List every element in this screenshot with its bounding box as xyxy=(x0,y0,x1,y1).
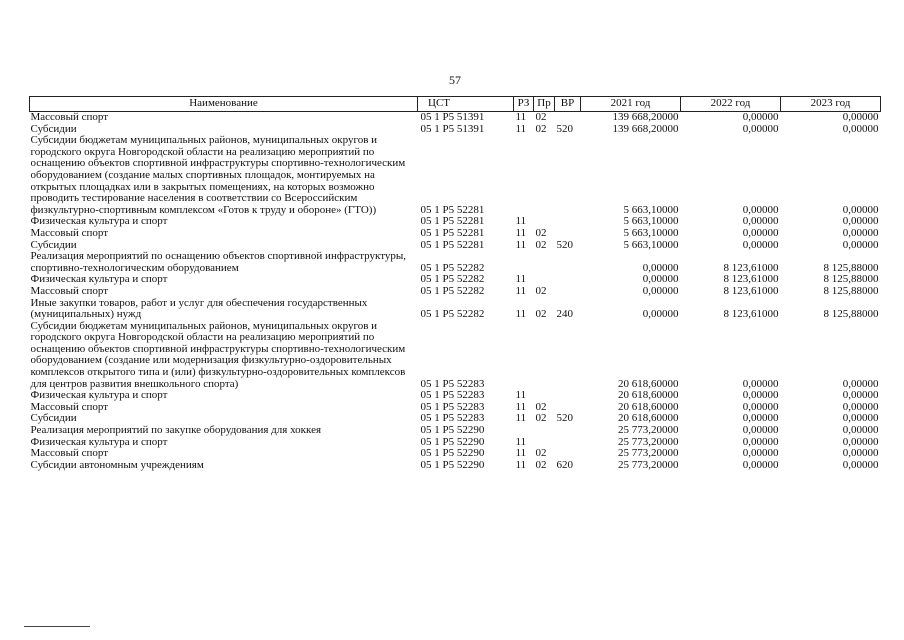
cell-y2022: 0,00000 xyxy=(742,111,779,123)
cell-vr: 520 xyxy=(556,238,573,251)
cell-y2023: 8 125,88000 xyxy=(823,308,879,321)
cell-y2021: 20 618,60000 xyxy=(618,389,679,402)
cell-cst: 05 1 Р5 52282 xyxy=(420,308,485,321)
cell-rz: 11 xyxy=(515,122,527,135)
cell-name: Реализация мероприятий по закупке оборудования для хоккея xyxy=(30,424,322,437)
cell-pr xyxy=(534,321,555,391)
cell-vr: 240 xyxy=(556,308,573,321)
header-name: Наименование xyxy=(30,97,418,112)
cell-y2021: 25 773,20000 xyxy=(618,435,679,448)
table-row xyxy=(30,112,881,124)
cell-pr: 02 xyxy=(535,122,547,135)
cell-y2022: 8 123,61000 xyxy=(723,261,779,274)
cell-name: Субсидии бюджетам муниципальных районов, муниципальных округов и городского округа Новгородской области на реализацию мероприятий по оснащению объектов спортивной инфраструктуры спортивно-технологическим оборудованием (создание или модернизация физкультурно-оздоровительных комплексов открытого типа и (или) физкультурно-оздоровительных комплексов для центров развития внешкольного спорта) xyxy=(30,319,406,390)
cell-rz: 11 xyxy=(515,400,527,413)
cell-rz: 11 xyxy=(515,215,527,228)
cell-rz: 11 xyxy=(515,447,527,460)
cell-name: Субсидии бюджетам муниципальных районов, муниципальных округов и городского округа Новгородской области на реализацию мероприятий по оснащению объектов спортивной инфраструктуры спортивно-технологическим оборудованием (создание малых спортивных площадок, монтируемых на открытых площадках или в закрытых помещениях, на которых возможно проводить тестирование населения в соответствии со Всероссийским физкультурно-спортивным комплексом «Готов к труду и обороне» (ГТО)) xyxy=(30,134,406,216)
cell-vr xyxy=(555,274,581,286)
cell-rz: 11 xyxy=(515,226,527,239)
cell-y2023: 8 125,88000 xyxy=(823,284,879,297)
cell-pr: 02 xyxy=(535,226,547,239)
cell-y2022: 0,00000 xyxy=(742,458,779,471)
header-rz: РЗ xyxy=(514,97,534,112)
cell-vr xyxy=(555,135,581,216)
cell-cst: 05 1 Р5 52282 xyxy=(420,261,485,274)
cell-y2023: 0,00000 xyxy=(842,435,879,448)
header-2023: 2023 год xyxy=(781,97,881,112)
cell-rz: 11 xyxy=(515,435,527,448)
table-row xyxy=(30,228,881,240)
cell-cst: 05 1 Р5 52281 xyxy=(420,238,485,251)
cell-y2023: 0,00000 xyxy=(842,111,879,123)
cell-y2021: 5 663,10000 xyxy=(623,238,679,251)
cell-rz: 11 xyxy=(515,389,527,402)
cell-cst: 05 1 Р5 52290 xyxy=(420,435,485,448)
cell-name: Физическая культура и спорт xyxy=(30,215,168,228)
cell-cst: 05 1 Р5 52283 xyxy=(420,389,485,402)
cell-y2021: 20 618,60000 xyxy=(618,377,679,390)
header-pr: Пр xyxy=(534,97,555,112)
cell-y2022: 0,00000 xyxy=(742,447,779,460)
cell-cst: 05 1 Р5 52283 xyxy=(420,400,485,413)
cell-pr: 02 xyxy=(535,400,547,413)
cell-y2022: 0,00000 xyxy=(742,412,779,425)
cell-y2021: 0,00000 xyxy=(642,273,679,286)
cell-pr: 02 xyxy=(535,308,547,321)
cell-vr xyxy=(555,228,581,240)
cell-y2023: 8 125,88000 xyxy=(823,261,879,274)
cell-name: Массовый спорт xyxy=(30,226,109,239)
cell-vr xyxy=(555,251,581,274)
cell-name: Субсидии автономным учреждениям xyxy=(30,458,204,471)
cell-y2021: 5 663,10000 xyxy=(623,203,679,216)
cell-y2022: 8 123,61000 xyxy=(723,308,779,321)
cell-cst: 05 1 Р5 52281 xyxy=(420,215,485,228)
cell-vr: 520 xyxy=(556,122,573,135)
header-2021: 2021 год xyxy=(581,97,681,112)
cell-rz xyxy=(514,135,534,216)
cell-y2022: 0,00000 xyxy=(742,215,779,228)
cell-y2023: 0,00000 xyxy=(842,377,879,390)
cell-cst: 05 1 Р5 52282 xyxy=(420,284,485,297)
cell-name: Физическая культура и спорт xyxy=(30,389,168,402)
cell-rz: 11 xyxy=(515,284,527,297)
cell-y2022: 8 123,61000 xyxy=(723,284,779,297)
table-row xyxy=(30,460,881,472)
header-cst: ЦСТ xyxy=(418,97,514,112)
cell-vr xyxy=(555,216,581,228)
cell-y2023: 0,00000 xyxy=(842,400,879,413)
cell-rz: 11 xyxy=(515,308,527,321)
cell-y2023: 8 125,88000 xyxy=(823,273,879,286)
page-number: 57 xyxy=(449,73,461,87)
cell-name: Массовый спорт xyxy=(30,447,109,460)
cell-name: Массовый спорт xyxy=(30,111,109,123)
cell-y2022: 0,00000 xyxy=(742,377,779,390)
cell-y2022: 0,00000 xyxy=(742,424,779,437)
cell-cst: 05 1 Р5 51391 xyxy=(420,122,485,135)
cell-y2022: 0,00000 xyxy=(742,203,779,216)
budget-table xyxy=(29,96,881,471)
cell-cst: 05 1 Р5 52283 xyxy=(420,377,485,390)
cell-vr xyxy=(555,425,581,437)
table-header xyxy=(30,97,881,112)
cell-vr: 520 xyxy=(556,412,573,425)
cell-y2022: 0,00000 xyxy=(742,226,779,239)
cell-rz: 11 xyxy=(515,111,527,123)
cell-pr: 02 xyxy=(535,238,547,251)
header-row xyxy=(30,97,881,112)
cell-rz xyxy=(514,425,534,437)
cell-name: Физическая культура и спорт xyxy=(30,435,168,448)
table-row xyxy=(30,135,881,216)
cell-name: Физическая культура и спорт xyxy=(30,273,168,286)
cell-cst: 05 1 Р5 52282 xyxy=(420,273,485,286)
cell-y2021: 25 773,20000 xyxy=(618,424,679,437)
cell-vr: 620 xyxy=(556,458,573,471)
cell-y2021: 5 663,10000 xyxy=(623,215,679,228)
cell-name: Субсидии xyxy=(30,122,77,135)
cell-y2021: 25 773,20000 xyxy=(618,458,679,471)
cell-vr xyxy=(555,112,581,124)
cell-pr: 02 xyxy=(535,458,547,471)
cell-pr xyxy=(534,135,555,216)
cell-y2023: 0,00000 xyxy=(842,215,879,228)
cell-rz: 11 xyxy=(515,458,527,471)
cell-rz xyxy=(514,251,534,274)
cell-y2021: 139 668,20000 xyxy=(612,111,679,123)
cell-vr xyxy=(555,321,581,391)
cell-rz xyxy=(514,321,534,391)
cell-y2023: 0,00000 xyxy=(842,458,879,471)
cell-y2021: 25 773,20000 xyxy=(618,447,679,460)
cell-cst: 05 1 Р5 52283 xyxy=(420,412,485,425)
cell-name: Массовый спорт xyxy=(30,284,109,297)
cell-vr xyxy=(555,286,581,298)
cell-cst: 05 1 Р5 51391 xyxy=(420,111,485,123)
cell-y2021: 0,00000 xyxy=(642,308,679,321)
cell-name: Иные закупки товаров, работ и услуг для обеспечения государственных (муниципальных) нужд xyxy=(30,296,368,321)
cell-y2023: 0,00000 xyxy=(842,203,879,216)
cell-rz: 11 xyxy=(515,412,527,425)
cell-y2022: 0,00000 xyxy=(742,238,779,251)
table-row xyxy=(30,286,881,298)
cell-y2021: 0,00000 xyxy=(642,261,679,274)
cell-y2022: 0,00000 xyxy=(742,435,779,448)
cell-name: Реализация мероприятий по оснащению объектов спортивной инфраструктуры, спортивно-технологическим оборудованием xyxy=(30,250,407,274)
cell-vr xyxy=(555,390,581,402)
cell-pr: 02 xyxy=(535,447,547,460)
cell-vr xyxy=(555,437,581,449)
cell-name: Субсидии xyxy=(30,412,77,425)
cell-y2022: 0,00000 xyxy=(742,122,779,135)
cell-cst: 05 1 Р5 52290 xyxy=(420,458,485,471)
cell-name: Массовый спорт xyxy=(30,400,109,413)
cell-pr: 02 xyxy=(535,111,547,123)
cell-y2022: 0,00000 xyxy=(742,389,779,402)
header-vr: ВР xyxy=(555,97,581,112)
table-row xyxy=(30,321,881,391)
cell-y2023: 0,00000 xyxy=(842,447,879,460)
cell-cst: 05 1 Р5 52290 xyxy=(420,447,485,460)
cell-rz: 11 xyxy=(515,238,527,251)
footer-divider xyxy=(24,626,90,627)
table-body xyxy=(30,112,881,472)
cell-pr: 02 xyxy=(535,284,547,297)
cell-y2023: 0,00000 xyxy=(842,238,879,251)
cell-y2021: 0,00000 xyxy=(642,284,679,297)
cell-y2021: 20 618,60000 xyxy=(618,400,679,413)
cell-cst: 05 1 Р5 52281 xyxy=(420,226,485,239)
table-row xyxy=(30,425,881,437)
cell-y2022: 0,00000 xyxy=(742,400,779,413)
cell-y2023: 0,00000 xyxy=(842,226,879,239)
cell-y2022: 8 123,61000 xyxy=(723,273,779,286)
cell-rz: 11 xyxy=(515,273,527,286)
cell-pr xyxy=(534,425,555,437)
cell-name: Субсидии xyxy=(30,238,77,251)
cell-y2021: 20 618,60000 xyxy=(618,412,679,425)
cell-y2023: 0,00000 xyxy=(842,424,879,437)
cell-pr xyxy=(534,251,555,274)
cell-y2021: 139 668,20000 xyxy=(612,122,679,135)
cell-y2023: 0,00000 xyxy=(842,122,879,135)
table-row xyxy=(30,251,881,274)
cell-y2021: 5 663,10000 xyxy=(623,226,679,239)
cell-y2023: 0,00000 xyxy=(842,389,879,402)
header-2022: 2022 год xyxy=(681,97,781,112)
cell-cst: 05 1 Р5 52281 xyxy=(420,203,485,216)
table-row xyxy=(30,298,881,321)
cell-y2023: 0,00000 xyxy=(842,412,879,425)
cell-pr: 02 xyxy=(535,412,547,425)
cell-cst: 05 1 Р5 52290 xyxy=(420,424,485,437)
